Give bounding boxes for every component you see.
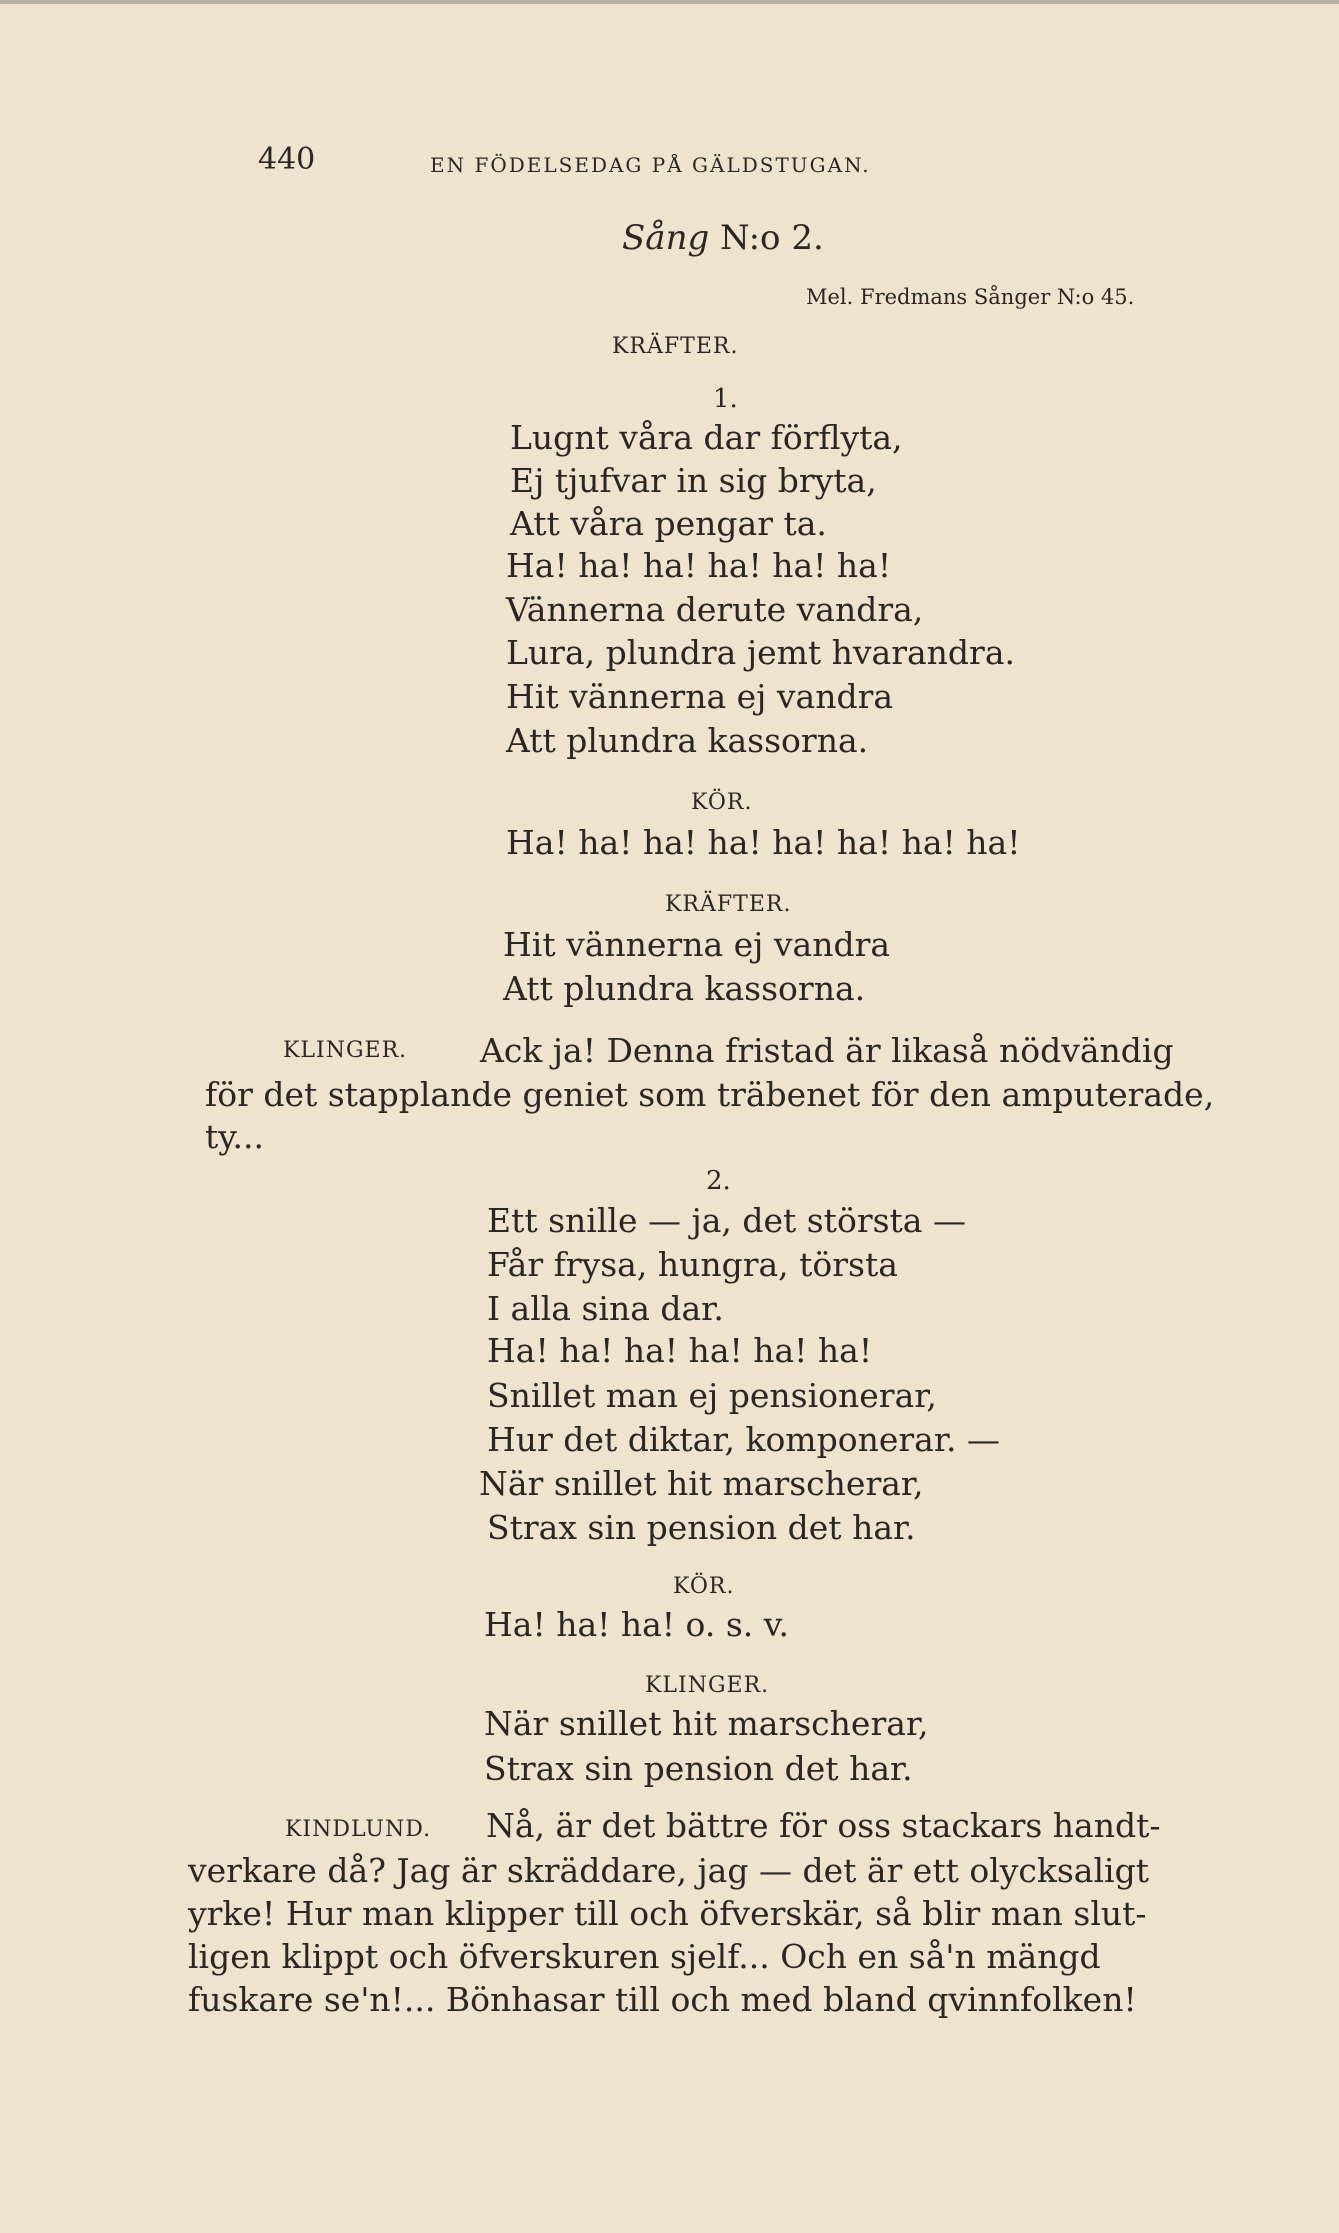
melody-note: Mel. Fredmans Sånger N:o 45. bbox=[806, 285, 1135, 309]
verse-line: Ha! ha! ha! ha! ha! ha! bbox=[506, 546, 892, 585]
speaker-label: KLINGER. bbox=[645, 1673, 770, 1698]
running-head: EN FÖDELSEDAG PÅ GÄLDSTUGAN. bbox=[430, 153, 871, 177]
stanza-number: 1. bbox=[713, 384, 738, 414]
verse-line: Snillet man ej pensionerar, bbox=[487, 1376, 937, 1415]
prose-line: ty... bbox=[205, 1117, 264, 1156]
verse-line: I alla sina dar. bbox=[487, 1289, 724, 1328]
verse-line: Hit vännerna ej vandra bbox=[503, 925, 891, 964]
verse-line: Ha! ha! ha! ha! ha! ha! bbox=[487, 1331, 873, 1370]
prose-line: Ack ja! Denna fristad är likaså nödvändig bbox=[480, 1031, 1174, 1070]
verse-line: När snillet hit marscherar, bbox=[484, 1704, 929, 1743]
verse-line: Ett snille — ja, det största — bbox=[487, 1201, 966, 1240]
chorus-line: Ha! ha! ha! ha! ha! ha! ha! ha! bbox=[506, 823, 1021, 862]
prose-line: ligen klippt och öfverskuren sjelf... Och en så'n mängd bbox=[188, 1937, 1101, 1976]
speaker-label: KRÄFTER. bbox=[665, 892, 792, 917]
verse-line: Vännerna derute vandra, bbox=[506, 590, 924, 629]
verse-line: Hur det diktar, komponerar. — bbox=[487, 1420, 1000, 1459]
verse-line: Hit vännerna ej vandra bbox=[506, 677, 894, 716]
prose-line: Nå, är det bättre för oss stackars handt- bbox=[486, 1806, 1161, 1845]
stanza-number: 2. bbox=[706, 1166, 731, 1196]
verse-line: Lura, plundra jemt hvarandra. bbox=[506, 633, 1015, 672]
song-title-word: Sång bbox=[622, 218, 710, 258]
verse-line: Att plundra kassorna. bbox=[506, 721, 869, 760]
prose-line: fuskare se'n!... Bönhasar till och med bland qvinnfolken! bbox=[188, 1980, 1137, 2019]
prose-line: för det stapplande geniet som träbenet för den amputerade, bbox=[205, 1075, 1215, 1114]
verse-line: Strax sin pension det har. bbox=[487, 1508, 916, 1547]
verse-line: Strax sin pension det har. bbox=[484, 1749, 913, 1788]
speaker-label: KÖR. bbox=[691, 790, 753, 815]
speaker-label: KINDLUND. bbox=[285, 1817, 432, 1842]
verse-line: Att plundra kassorna. bbox=[503, 969, 866, 1008]
verse-line: När snillet hit marscherar, bbox=[479, 1464, 924, 1503]
prose-line: verkare då? Jag är skräddare, jag — det är ett olycksaligt bbox=[188, 1851, 1149, 1890]
chorus-line: Ha! ha! ha! o. s. v. bbox=[484, 1605, 789, 1644]
speaker-label: KLINGER. bbox=[283, 1038, 408, 1063]
verse-line: Får frysa, hungra, törsta bbox=[487, 1245, 898, 1284]
speaker-label: KÖR. bbox=[673, 1574, 735, 1599]
verse-line: Lugnt våra dar förflyta, bbox=[510, 418, 903, 457]
verse-line: Ej tjufvar in sig bryta, bbox=[510, 461, 877, 500]
page-number: 440 bbox=[258, 142, 316, 177]
prose-line: yrke! Hur man klipper till och öfverskär, så blir man slut- bbox=[188, 1894, 1147, 1933]
speaker-label: KRÄFTER. bbox=[612, 334, 739, 359]
song-title bbox=[622, 218, 824, 258]
song-title-number: N:o 2. bbox=[720, 218, 824, 258]
verse-line: Att våra pengar ta. bbox=[510, 504, 827, 543]
page-top-edge bbox=[0, 0, 1339, 4]
